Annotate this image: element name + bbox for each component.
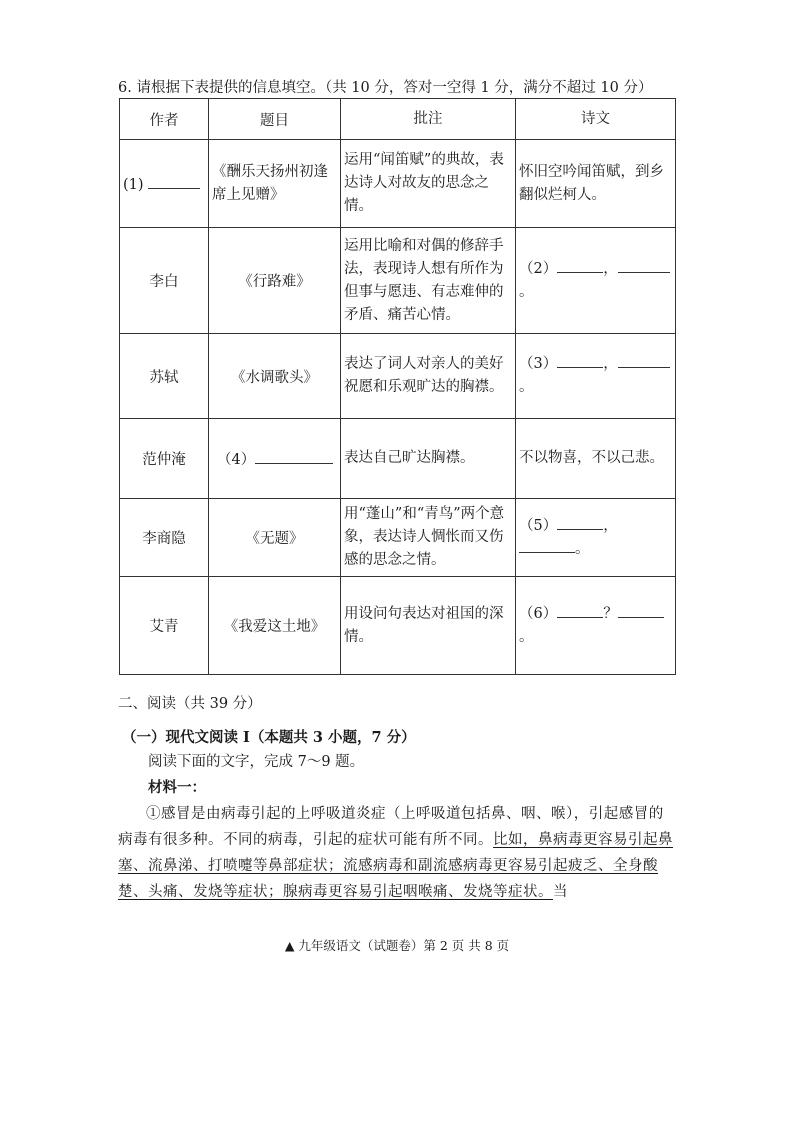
section-heading: 二、阅读（共 39 分） <box>118 696 262 712</box>
table-row <box>120 577 676 675</box>
punct: ， <box>603 356 618 372</box>
author-cell <box>120 140 209 228</box>
title-cell: 《我爱这土地》 <box>209 577 341 675</box>
header-author: 作者 <box>120 99 209 140</box>
note-cell: 用设问句表达对祖国的深情。 <box>341 577 516 675</box>
question-6-prompt: 6. 请根据下表提供的信息填空。（共 10 分，答对一空得 1 分，满分不超过 10 分） <box>118 80 653 96</box>
note-cell: 运用比喻和对偶的修辞手法，表现诗人想有所作为但事与愿违、有志难伸的矛盾、痛苦心情。 <box>341 228 516 334</box>
blank-number: （2） <box>519 260 558 277</box>
fill-blank-6a[interactable] <box>557 603 603 618</box>
author-cell: 李商隐 <box>120 499 209 577</box>
poem-cell <box>516 228 676 334</box>
table-row <box>120 334 676 419</box>
header-note: 批注 <box>341 99 516 140</box>
punct: 。 <box>519 628 534 645</box>
punct: 。 <box>519 379 534 395</box>
blank-number: (1) <box>123 177 144 193</box>
poem-cell: 怀旧空吟闻笛赋，到乡翻似烂柯人。 <box>516 140 676 228</box>
author-cell: 李白 <box>120 228 209 334</box>
material-label: 材料一： <box>148 779 206 796</box>
poem-cell <box>516 499 676 577</box>
title-cell: 《行路难》 <box>209 228 341 334</box>
punct: ， <box>603 517 618 534</box>
poem-table <box>119 98 676 675</box>
table-row <box>120 499 676 577</box>
poem-cell: 不以物喜，不以己悲。 <box>516 419 676 499</box>
title-cell: 《无题》 <box>209 499 341 577</box>
passage-paragraph <box>118 801 678 905</box>
fill-blank-6b[interactable] <box>618 603 664 618</box>
fill-blank-2a[interactable] <box>557 258 603 273</box>
header-title: 题目 <box>209 99 341 140</box>
author-cell: 苏轼 <box>120 334 209 419</box>
blank-number: （6） <box>519 605 558 622</box>
fill-blank-5b[interactable] <box>519 538 575 553</box>
header-poem: 诗文 <box>516 99 676 140</box>
table-row <box>120 140 676 228</box>
blank-number: （4） <box>217 452 256 468</box>
table-row <box>120 419 676 499</box>
poem-cell <box>516 334 676 419</box>
note-cell: 用“蓬山”和“青鸟”两个意象，表达诗人惆怅而又伤感的思念之情。 <box>341 499 516 577</box>
note-cell: 运用“闻笛赋”的典故，表达诗人对故友的思念之情。 <box>341 140 516 228</box>
page-footer: ▲ 九年级语文（试题卷）第 2 页 共 8 页 <box>284 938 510 953</box>
title-cell <box>209 419 341 499</box>
author-cell: 艾青 <box>120 577 209 675</box>
punct: ， <box>603 260 618 277</box>
part-heading: （一）现代文阅读 I（本题共 3 小题，7 分） <box>122 729 416 746</box>
punct: 。 <box>519 283 534 300</box>
punct: ？ <box>603 605 618 622</box>
passage-tail: 当 <box>553 884 568 900</box>
title-cell: 《酬乐天扬州初逢席上见赠》 <box>209 140 341 228</box>
title-cell: 《水调歌头》 <box>209 334 341 419</box>
note-cell: 表达自己旷达胸襟。 <box>341 419 516 499</box>
passage-text: ①感冒是由病毒引起的上呼吸道炎症（上呼吸道包括鼻、咽、喉），引起感冒的病毒有很多种。不同的病毒，引起的症状可能有所不同。 <box>118 806 664 848</box>
underlined-passage: 比如，鼻病毒更容易引起鼻塞、流鼻涕、打喷嚏等鼻部症状；流感病毒和副流感病毒更容易引起疲乏、全身酸楚、头痛、发烧等症状；腺病毒更容易引起咽喉痛、发烧等症状。 <box>118 832 673 900</box>
fill-blank-4[interactable] <box>255 449 333 464</box>
fill-blank-3a[interactable] <box>557 353 603 368</box>
table-header-row <box>120 99 676 140</box>
punct: 。 <box>575 540 590 557</box>
author-cell: 范仲淹 <box>120 419 209 499</box>
instruction-text: 阅读下面的文字，完成 7～9 题。 <box>148 754 365 770</box>
fill-blank-3b[interactable] <box>618 353 670 368</box>
poem-cell <box>516 577 676 675</box>
note-cell: 表达了词人对亲人的美好祝愿和乐观旷达的胸襟。 <box>341 334 516 419</box>
fill-blank-5a[interactable] <box>557 515 603 530</box>
fill-blank-1[interactable] <box>148 174 200 189</box>
blank-number: （5） <box>519 517 558 534</box>
table-row <box>120 228 676 334</box>
blank-number: （3） <box>519 356 558 372</box>
fill-blank-2b[interactable] <box>618 258 670 273</box>
